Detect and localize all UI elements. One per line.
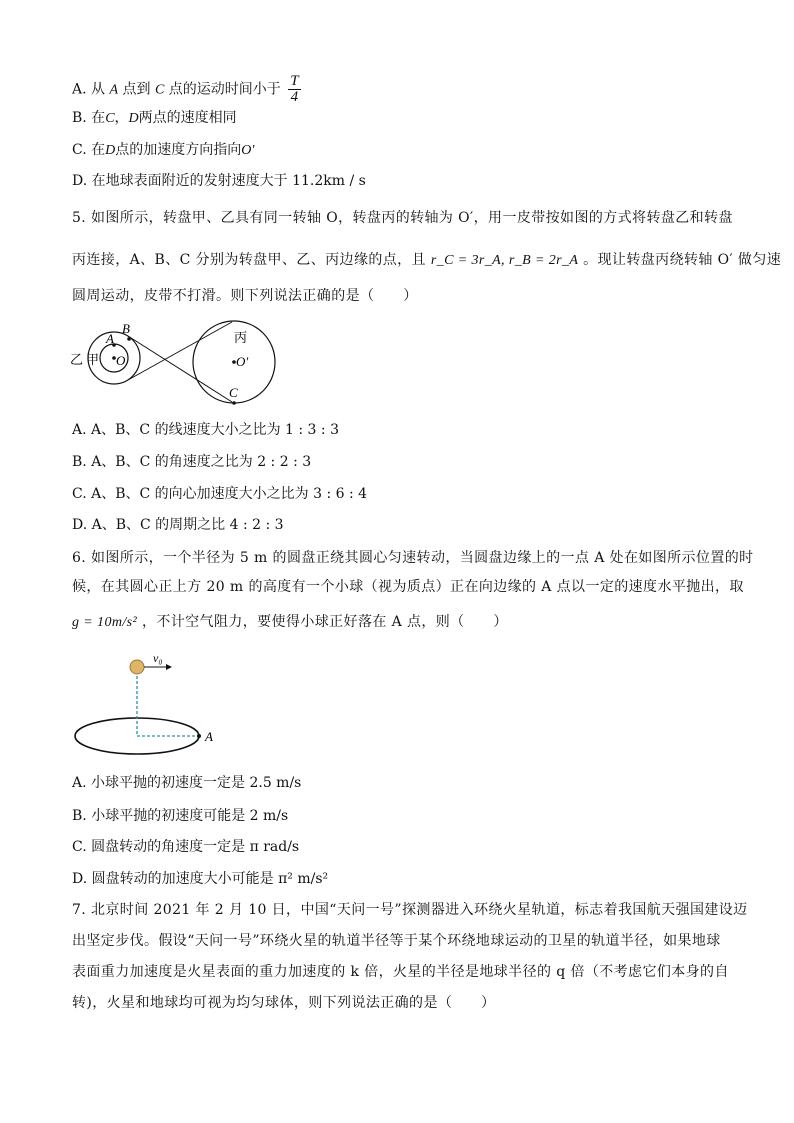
belt-top <box>128 336 232 402</box>
q7-stem-line2: 出坚定步伐。假设“天问一号”环绕火星的轨道半径等于某个环绕地球运动的卫星的轨道半径，如果地球 <box>72 933 721 949</box>
q6-option-d: D. 圆盘转动的加速度大小可能是 π² m/s² <box>72 871 329 887</box>
q4-option-c <box>72 140 254 161</box>
q6-option-b: B. 小球平抛的初速度可能是 2 m/s <box>72 808 289 824</box>
q5-stem-line1: 5. 如图所示，转盘甲、乙具有同一转轴 O，转盘丙的转轴为 O′，用一皮带按如图的方式将转盘乙和转盘 <box>72 210 733 226</box>
q6-stem-line1: 6. 如图所示，一个半径为 5 m 的圆盘正绕其圆心匀速转动，当圆盘边缘上的一点 A 处在如图所示位置的时 <box>72 550 754 566</box>
label-o: O <box>116 353 126 368</box>
q4-b-sep: ， <box>114 110 129 126</box>
label-o2: O′ <box>236 354 249 369</box>
q5-pulley-figure <box>66 318 286 410</box>
q4-option-b <box>72 108 237 129</box>
label-bing: 丙 <box>234 330 248 345</box>
label-yi: 乙 <box>70 352 84 367</box>
q5-option-d: D. A、B、C 的周期之比 4 : 2 : 3 <box>72 517 284 533</box>
q7-stem-line4: 转)，火星和地球均可视为均匀球体，则下列说法正确的是（ ） <box>72 995 496 1011</box>
fraction-numerator: T <box>290 73 299 89</box>
q5-option-c: C. A、B、C 的向心加速度大小之比为 3 : 6 : 4 <box>72 486 368 502</box>
label-a: A <box>205 729 213 744</box>
q4-a-point-c: C <box>154 82 165 98</box>
point-b-dot <box>127 337 131 341</box>
q4-a-prefix: A. 从 <box>72 81 106 98</box>
q4-b-tail: 两点的速度相同 <box>138 110 237 126</box>
q4-c-point-d: D <box>105 143 116 158</box>
label-b: B <box>122 321 130 336</box>
q6-option-a: A. 小球平抛的初速度一定是 2.5 m/s <box>72 775 302 791</box>
q6-gravity-value: g = 10m/s² <box>72 615 138 630</box>
ball-icon <box>130 660 144 674</box>
q4-b-prefix: B. 在 <box>72 110 106 126</box>
q6-stem-line2: 候，在其圆心正上方 20 m 的高度有一个小球（视为质点）正在向边缘的 A 点以一定的速度水平抛出，取 <box>72 579 744 595</box>
fraction-denominator: 4 <box>290 89 299 105</box>
q5-stem-line2 <box>72 250 781 271</box>
q4-a-mid1: 点到 <box>122 81 151 98</box>
arrow-head-icon <box>166 664 172 670</box>
q4-b-point-d: D <box>128 111 139 126</box>
q5-equation: r_C = 3r_A, r_B = 2r_A <box>430 253 579 268</box>
q6-stem-line3 <box>72 612 508 633</box>
label-v0: v₀ <box>153 651 163 665</box>
q7-stem-line1: 7. 北京时间 2021 年 2 月 10 日，中国“天问一号”探测器进入环绕火星轨道，标志着我国航天强国建设迈 <box>72 902 748 918</box>
belt-bottom <box>128 322 232 380</box>
q4-c-tail: 点的加速度方向指向 <box>115 142 242 158</box>
q5-stem-line3: 圆周运动，皮带不打滑。则下列说法正确的是（ ） <box>72 288 418 304</box>
q4-c-prefix: C. 在 <box>72 142 106 158</box>
fraction-t-over-4 <box>288 74 300 105</box>
q4-c-point-o2: O' <box>241 143 255 158</box>
label-jia: 甲 <box>86 352 100 367</box>
label-a: A <box>106 331 114 346</box>
q4-option-a <box>72 74 301 105</box>
point-a-dot <box>197 734 201 738</box>
q4-option-d: D. 在地球表面附近的发射速度大于 11.2km / s <box>72 173 366 189</box>
label-c: C <box>229 385 238 400</box>
q5-option-a: A. A、B、C 的线速度大小之比为 1 : 3 : 3 <box>72 422 339 438</box>
q5-stem-line2a: 丙连接，A、B、C 分别为转盘甲、乙、丙边缘的点，且 <box>72 252 426 268</box>
q5-option-b: B. A、B、C 的角速度之比为 2 : 2 : 3 <box>72 454 312 470</box>
q4-a-point-a: A <box>109 82 119 98</box>
q6-disk-figure <box>70 648 230 760</box>
q7-stem-line3: 表面重力加速度是火星表面的重力加速度的 k 倍，火星的半径是地球半径的 q 倍（不考虑它们本身的自 <box>72 964 729 980</box>
q6-stem-line3b: ，不计空气阻力，要使得小球正好落在 A 点，则（ ） <box>141 614 508 630</box>
q5-stem-line2b: 。现让转盘丙绕转轴 O′ 做匀速 <box>583 252 782 268</box>
q4-b-point-c: C <box>105 111 115 126</box>
q6-option-c: C. 圆盘转动的角速度一定是 π rad/s <box>72 839 300 855</box>
point-c-dot <box>232 401 236 405</box>
q4-a-mid2: 点的运动时间小于 <box>168 81 281 98</box>
